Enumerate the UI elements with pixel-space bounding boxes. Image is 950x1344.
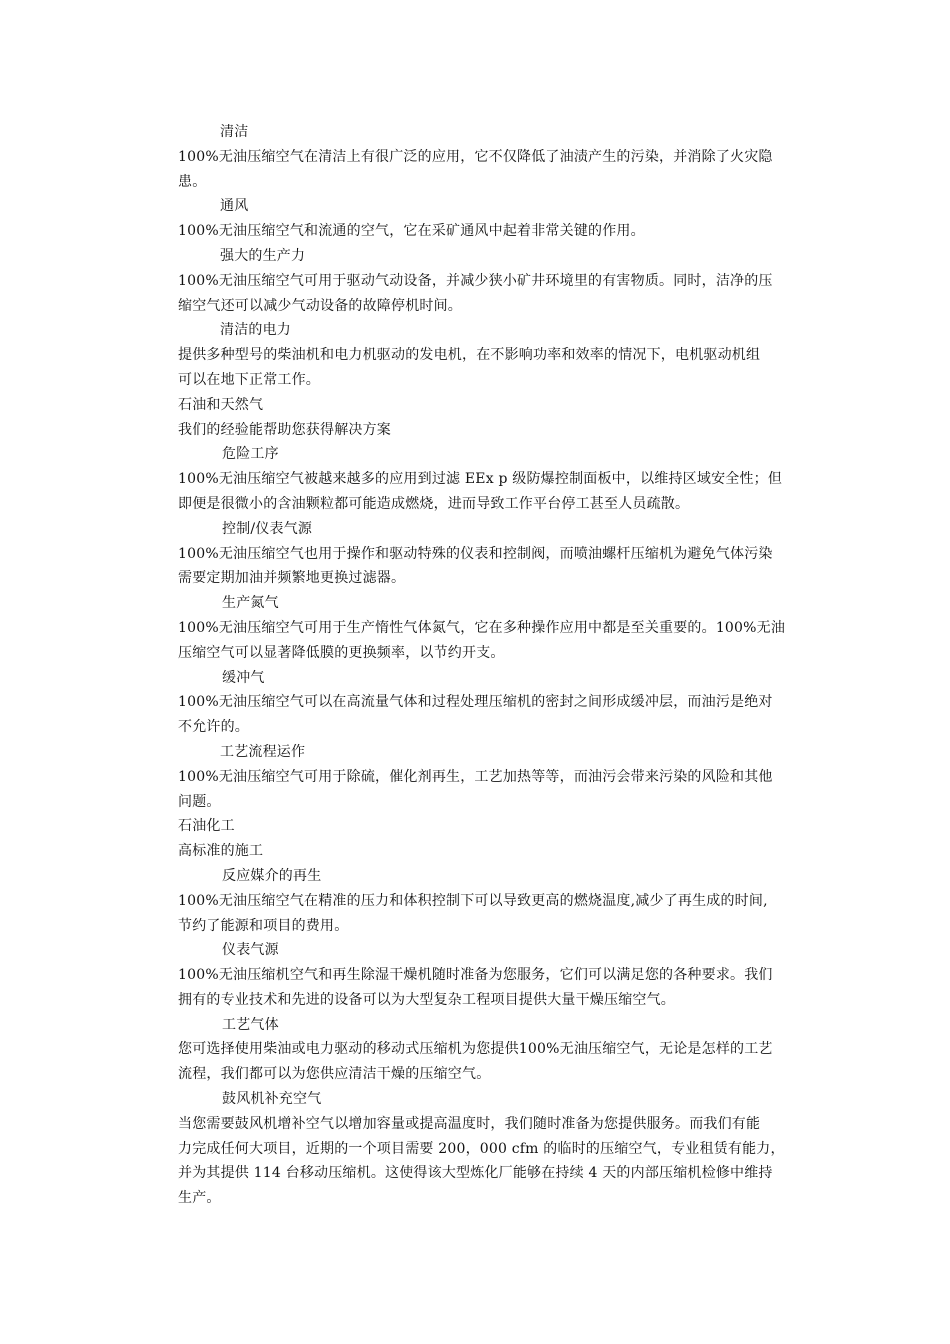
paragraph-line: 流程，我们都可以为您供应清洁干燥的压缩空气。 — [178, 1066, 491, 1083]
paragraph-line: 拥有的专业技术和先进的设备可以为大型复杂工程项目提供大量干燥压缩空气。 — [178, 991, 675, 1008]
paragraph-line: 可以在地下正常工作。 — [178, 371, 320, 388]
section-heading: 生产氮气 — [222, 595, 279, 612]
section-heading: 工艺流程运作 — [220, 743, 306, 760]
paragraph-line: 100%无油压缩空气在精准的压力和体积控制下可以导致更高的燃烧温度,减少了再生成的时间, — [178, 892, 768, 909]
paragraph-line: 并为其提供 114 台移动压缩机。这使得该大型炼化厂能够在持续 4 天的内部压缩机检修中维持 — [178, 1165, 773, 1182]
section-heading: 鼓风机补充空气 — [222, 1091, 322, 1108]
paragraph-line: 100%无油压缩空气可用于驱动气动设备，并减少狭小矿井环境里的有害物质。同时，洁净的压 — [178, 272, 773, 289]
paragraph-line: 需要定期加油并频繁地更换过滤器。 — [178, 570, 406, 587]
paragraph-line: 问题。 — [178, 793, 221, 810]
paragraph-line: 节约了能源和项目的费用。 — [178, 917, 349, 934]
paragraph-line: 100%无油压缩空气可以在高流量气体和过程处理压缩机的密封之间形成缓冲层，而油污是绝对 — [178, 694, 773, 711]
paragraph-line: 100%无油压缩空气在清洁上有很广泛的应用，它不仅降低了油渍产生的污染，并消除了火灾隐 — [178, 148, 773, 165]
paragraph-line: 100%无油压缩空气可用于生产惰性气体氮气，它在多种操作应用中都是至关重要的。100%无油 — [178, 619, 786, 636]
paragraph-line: 压缩空气可以显著降低膜的更换频率，以节约开支。 — [178, 644, 505, 661]
paragraph-line: 生产。 — [178, 1190, 221, 1207]
paragraph-line: 100%无油压缩机空气和再生除湿干燥机随时准备为您服务，它们可以满足您的各种要求。我们 — [178, 967, 773, 984]
paragraph-line: 100%无油压缩空气也用于操作和驱动特殊的仪表和控制阀，而喷油螺杆压缩机为避免气体污染 — [178, 545, 773, 562]
paragraph-line: 100%无油压缩空气可用于除硫，催化剂再生，工艺加热等等，而油污会带来污染的风险和其他 — [178, 768, 773, 785]
paragraph-line: 当您需要鼓风机增补空气以增加容量或提高温度时，我们随时准备为您提供服务。而我们有能 — [178, 1115, 761, 1132]
paragraph-line: 患。 — [178, 173, 207, 190]
section-heading: 缓冲气 — [222, 669, 265, 686]
category-subheading: 我们的经验能帮助您获得解决方案 — [178, 421, 391, 438]
section-heading: 控制/仪表气源 — [222, 520, 313, 537]
paragraph-line: 不允许的。 — [178, 719, 249, 736]
paragraph-line: 100%无油压缩空气和流通的空气，它在采矿通风中起着非常关键的作用。 — [178, 223, 645, 240]
section-heading: 清洁 — [220, 124, 249, 140]
paragraph-line: 力完成任何大项目，近期的一个项目需要 200，000 cfm 的临时的压缩空气，专业租赁有能力， — [178, 1140, 785, 1157]
document-body — [178, 120, 786, 1211]
category-subheading: 高标准的施工 — [178, 843, 264, 860]
category-heading: 石油化工 — [178, 818, 235, 835]
paragraph-line: 您可选择使用柴油或电力驱动的移动式压缩机为您提供100%无油压缩空气，无论是怎样的工艺 — [178, 1041, 773, 1058]
section-heading: 反应媒介的再生 — [222, 867, 322, 884]
paragraph-line: 提供多种型号的柴油机和电力机驱动的发电机，在不影响功率和效率的情况下，电机驱动机组 — [178, 347, 761, 364]
paragraph-line: 即便是很微小的含油颗粒都可能造成燃烧，进而导致工作平台停工甚至人员疏散。 — [178, 495, 690, 512]
section-heading: 清洁的电力 — [220, 322, 291, 339]
section-heading: 强大的生产力 — [220, 247, 306, 264]
paragraph-line: 缩空气还可以减少气动设备的故障停机时间。 — [178, 297, 462, 314]
section-heading: 危险工序 — [222, 446, 279, 463]
section-heading: 通风 — [220, 198, 249, 215]
paragraph-line: 100%无油压缩空气被越来越多的应用到过滤 EEx p 级防爆控制面板中，以维持区域安全性；但 — [178, 471, 783, 488]
section-heading: 仪表气源 — [222, 942, 279, 959]
category-heading: 石油和天然气 — [178, 396, 264, 413]
section-heading: 工艺气体 — [222, 1016, 279, 1033]
